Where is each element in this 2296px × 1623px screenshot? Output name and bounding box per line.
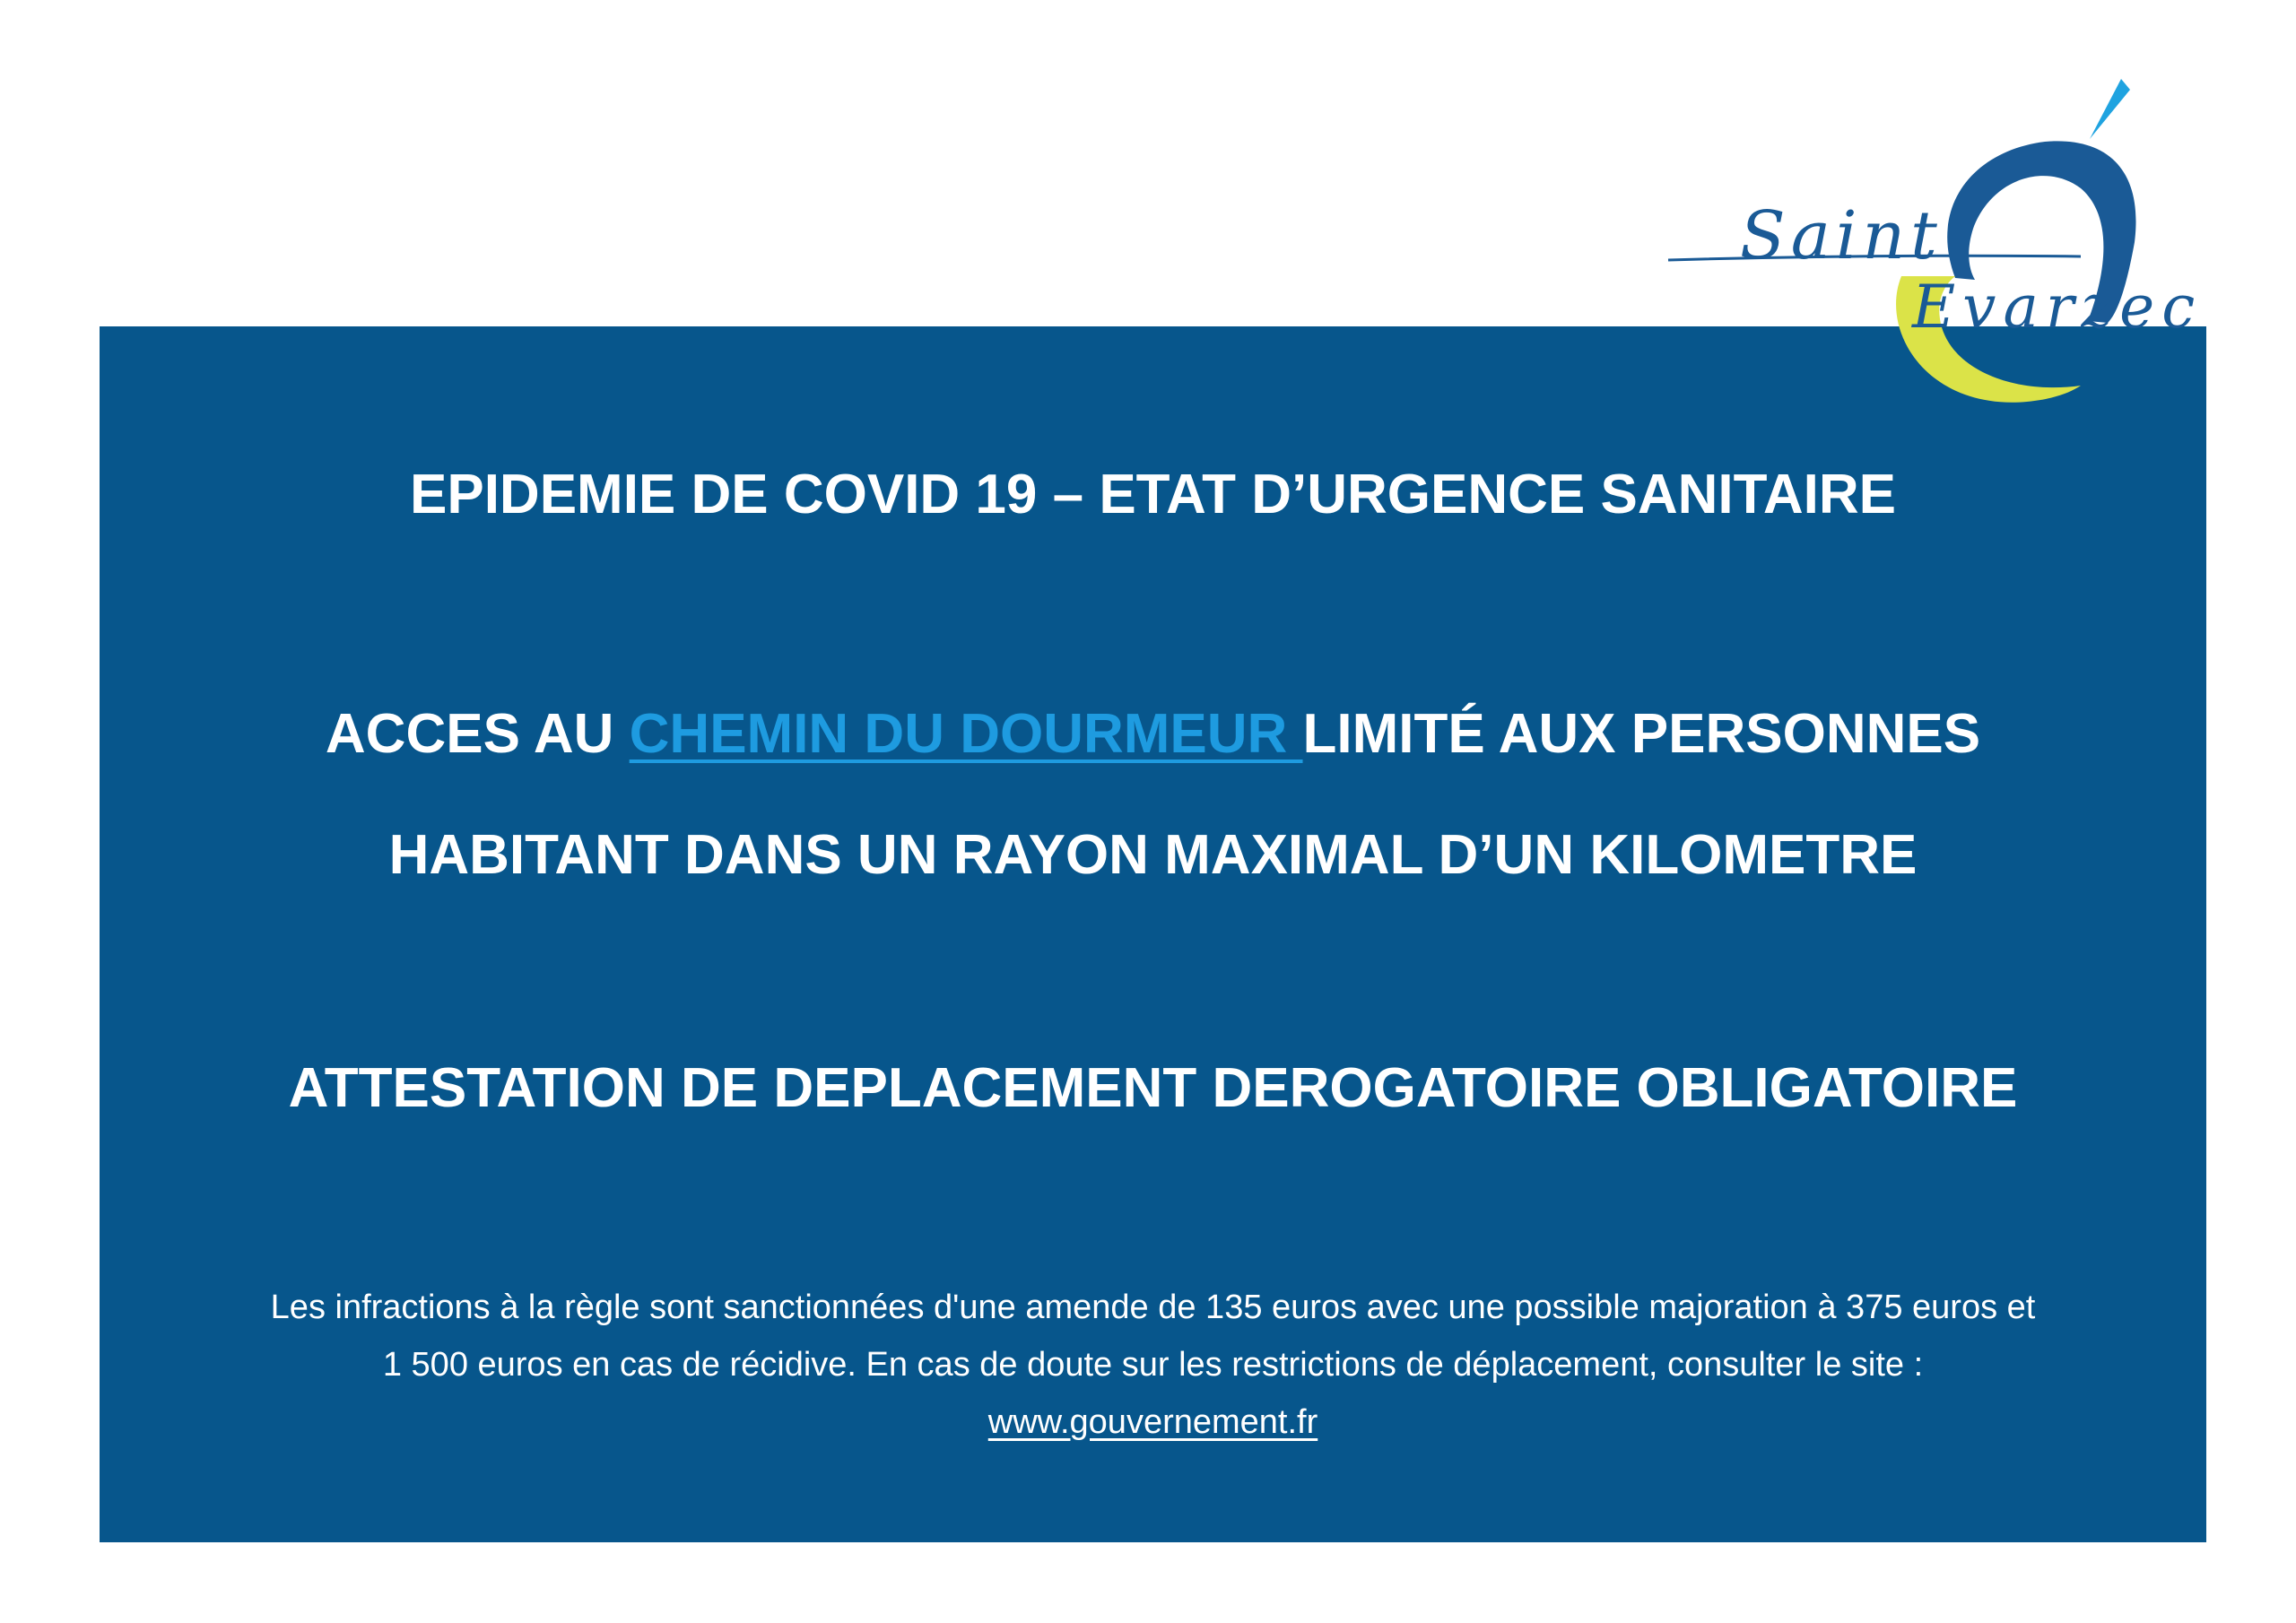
access-line-2: HABITANT DANS UN RAYON MAXIMAL D’UN KILOMETRE bbox=[388, 824, 1918, 886]
logo-accent-shape bbox=[2090, 79, 2130, 139]
attestation-heading: ATTESTATION DE DEPLACEMENT DEROGATOIRE OBLIGATOIRE bbox=[288, 1057, 2018, 1119]
fine-text-line-2: 1 500 euros en cas de récidive. En cas de doute sur les restrictions de déplacement, consulter le site : bbox=[382, 1346, 1924, 1384]
road-name-link[interactable]: CHEMIN DU DOURMEUR bbox=[629, 703, 1303, 765]
logo-word-saint: Saint bbox=[1740, 197, 1943, 274]
access-prefix: ACCES AU bbox=[325, 703, 630, 765]
website-link[interactable]: www.gouvernement.fr bbox=[987, 1403, 1318, 1441]
notice-panel bbox=[100, 326, 2206, 1542]
fine-text-line-1: Les infractions à la règle sont sanctionnées d'une amende de 135 euros avec une possible majoration à 375 euros et bbox=[270, 1289, 2036, 1326]
fine-notice bbox=[100, 1279, 2206, 1451]
access-line-1 bbox=[100, 699, 2206, 770]
access-suffix: LIMITÉ AUX PERSONNES bbox=[1302, 703, 1981, 765]
logo-word-evarzec: Evarzec bbox=[1912, 273, 2203, 342]
saint-evarzec-logo bbox=[1659, 36, 2224, 421]
page-title: EPIDEMIE DE COVID 19 – ETAT D’URGENCE SANITAIRE bbox=[409, 464, 1897, 525]
